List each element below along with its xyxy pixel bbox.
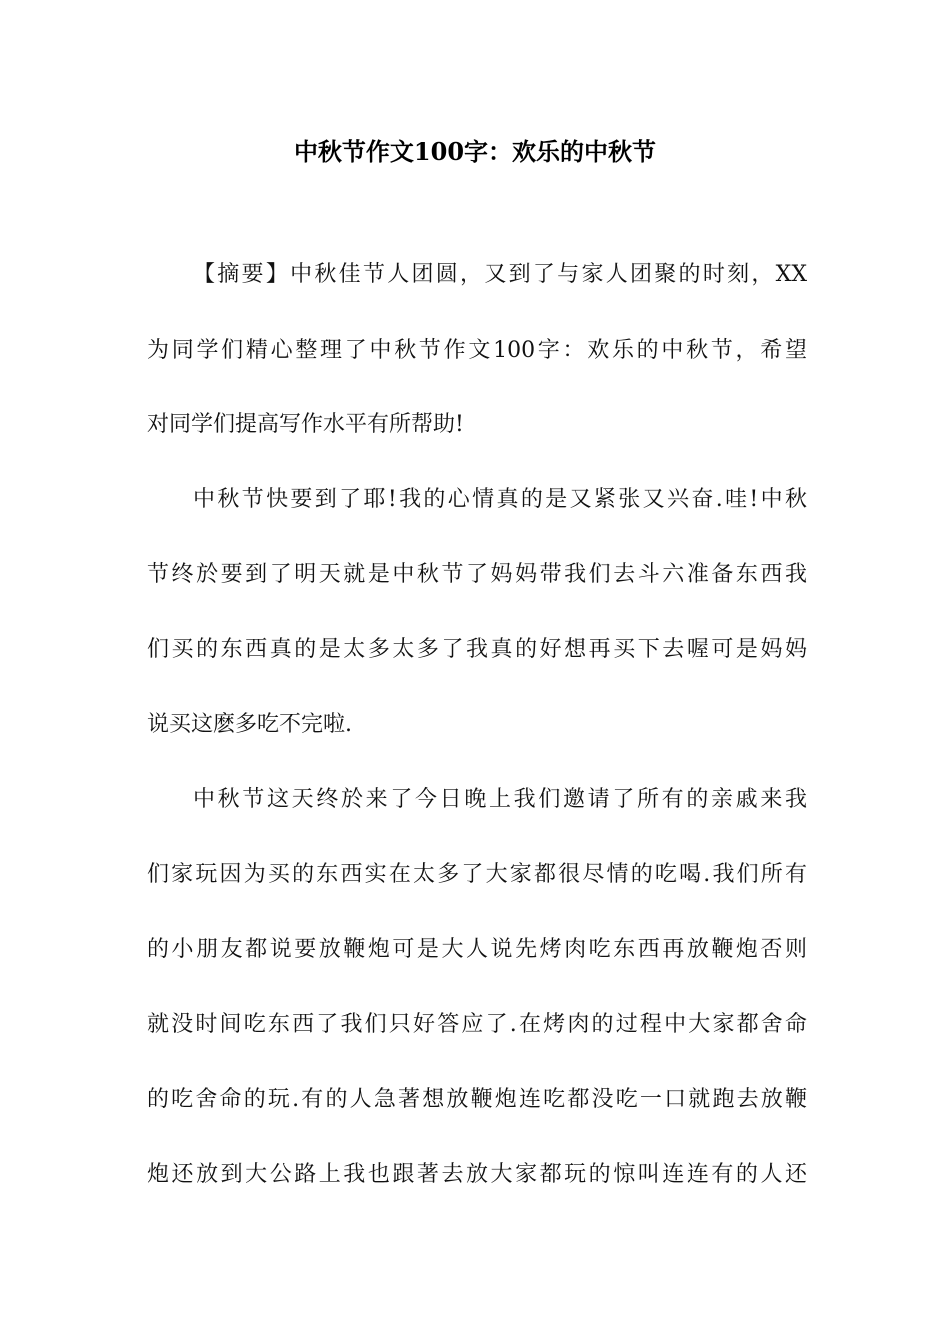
paragraph-2-line-2: 们家玩因为买的东西实在太多了大家都很尽情的吃喝.我们所有 (147, 862, 807, 887)
summary-line-2: 为同学们精心整理了中秋节作文100字：欢乐的中秋节，希望 (147, 338, 807, 363)
paragraph-2-line-3: 的小朋友都说要放鞭炮可是大人说先烤肉吃东西再放鞭炮否则 (147, 937, 807, 962)
document-title: 中秋节作文100字：欢乐的中秋节 (293, 137, 657, 166)
paragraph-1-line-2: 节终於要到了明天就是中秋节了妈妈带我们去斗六准备东西我 (147, 562, 807, 587)
paragraph-2-line-5: 的吃舍命的玩.有的人急著想放鞭炮连吃都没吃一口就跑去放鞭 (147, 1087, 807, 1112)
paragraph-1-line-3: 们买的东西真的是太多太多了我真的好想再买下去喔可是妈妈 (147, 637, 807, 662)
paragraph-1-line-4: 说买这麽多吃不完啦. (147, 712, 352, 737)
paragraph-2-line-4: 就没时间吃东西了我们只好答应了.在烤肉的过程中大家都舍命 (147, 1012, 807, 1037)
summary-line-1: 【摘要】中秋佳节人团圆，又到了与家人团聚的时刻，XX (193, 262, 807, 287)
paragraph-2-line-6: 炮还放到大公路上我也跟著去放大家都玩的惊叫连连有的人还 (147, 1162, 807, 1187)
paragraph-2-line-1: 中秋节这天终於来了今日晚上我们邀请了所有的亲戚来我 (193, 787, 807, 812)
summary-line-3: 对同学们提高写作水平有所帮助! (147, 412, 464, 437)
paragraph-1-line-1: 中秋节快要到了耶!我的心情真的是又紧张又兴奋.哇!中秋 (193, 487, 807, 512)
